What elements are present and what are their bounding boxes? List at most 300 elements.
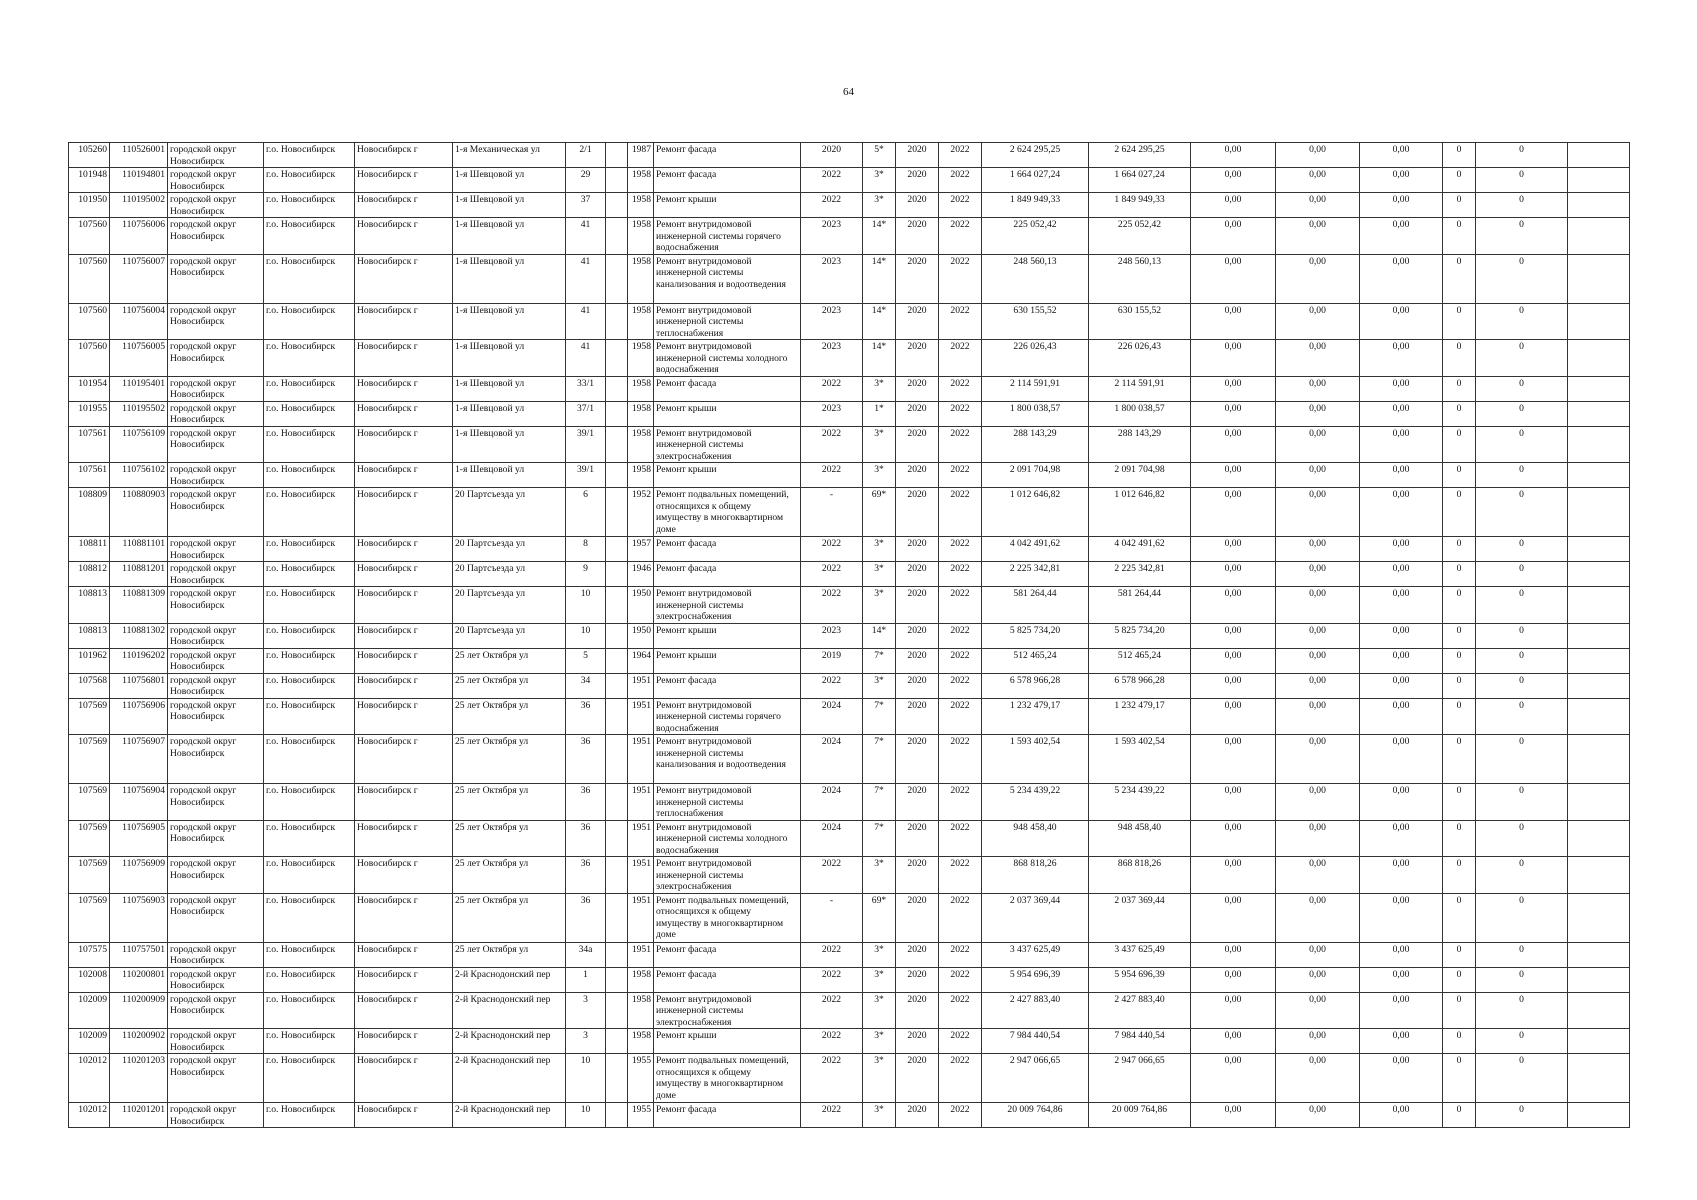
cell-year-built: 1955 — [628, 1054, 654, 1103]
cell-settlement: г.о. Новосибирск — [264, 168, 355, 193]
cell-period-end: 2022 — [939, 820, 982, 857]
cell-work-type: Ремонт внутридомовой инженерной системы электроснабжения — [654, 587, 801, 624]
cell-work-id: 110881101 — [110, 537, 168, 562]
cell-work-id: 110756004 — [110, 303, 168, 340]
cell-locality: Новосибирск г — [355, 143, 453, 168]
cell-local-budget: 0,00 — [1360, 193, 1443, 218]
cell-period-end: 2022 — [939, 376, 982, 401]
cell-other-funds: 0 — [1476, 218, 1568, 255]
cell-total-cost: 868 818,26 — [982, 857, 1089, 894]
cell-settlement: г.о. Новосибирск — [264, 992, 355, 1029]
cell-planned-year: 2022 — [801, 193, 863, 218]
cell-other-funds: 0 — [1476, 143, 1568, 168]
cell-priority: 14* — [863, 254, 896, 303]
cell-house-id: 101962 — [69, 648, 110, 673]
cell-building — [606, 967, 628, 992]
cell-work-id: 110756007 — [110, 254, 168, 303]
cell-owners-funds: 0 — [1443, 587, 1476, 624]
cell-house-id: 108813 — [69, 623, 110, 648]
cell-municipal-district: городской округ Новосибирск — [168, 942, 264, 967]
cell-house-id: 101955 — [69, 401, 110, 426]
cell-period-end: 2022 — [939, 857, 982, 894]
cell-house-number: 33/1 — [566, 376, 606, 401]
cell-work-id: 110195401 — [110, 376, 168, 401]
cell-priority: 3* — [863, 1029, 896, 1054]
cell-work-type: Ремонт крыши — [654, 623, 801, 648]
cell-regional-budget: 0,00 — [1276, 698, 1360, 735]
cell-work-id: 110756801 — [110, 673, 168, 698]
cell-regional-budget: 0,00 — [1276, 1029, 1360, 1054]
cell-work-id: 110200909 — [110, 992, 168, 1029]
table-row — [69, 623, 1630, 648]
cell-building — [606, 193, 628, 218]
cell-work-type: Ремонт внутридомовой инженерной системы холодного водоснабжения — [654, 820, 801, 857]
table-row — [69, 463, 1630, 488]
cell-house-number: 10 — [566, 1103, 606, 1128]
cell-house-number: 1 — [566, 967, 606, 992]
cell-other-funds: 0 — [1476, 340, 1568, 377]
cell-federal-funds: 0,00 — [1191, 218, 1276, 255]
cell-work-type: Ремонт фасада — [654, 537, 801, 562]
cell-house-id: 102012 — [69, 1054, 110, 1103]
table-row — [69, 537, 1630, 562]
cell-municipal-district: городской округ Новосибирск — [168, 992, 264, 1029]
cell-local-budget: 0,00 — [1360, 463, 1443, 488]
cell-municipal-district: городской округ Новосибирск — [168, 1029, 264, 1054]
cell-federal-funds: 0,00 — [1191, 168, 1276, 193]
cell-period-start: 2020 — [896, 401, 939, 426]
cell-settlement: г.о. Новосибирск — [264, 735, 355, 784]
cell-federal-funds: 0,00 — [1191, 992, 1276, 1029]
cell-building — [606, 857, 628, 894]
cell-municipal-district: городской округ Новосибирск — [168, 562, 264, 587]
cell-total-cost: 4 042 491,62 — [982, 537, 1089, 562]
cell-building — [606, 820, 628, 857]
cell-planned-year: 2023 — [801, 254, 863, 303]
cell-work-type: Ремонт крыши — [654, 1029, 801, 1054]
cell-work-type: Ремонт внутридомовой инженерной системы холодного водоснабжения — [654, 340, 801, 377]
cell-house-number: 9 — [566, 562, 606, 587]
cell-priority: 3* — [863, 992, 896, 1029]
cell-regional-budget: 0,00 — [1276, 587, 1360, 624]
cell-building — [606, 303, 628, 340]
cell-period-start: 2020 — [896, 254, 939, 303]
cell-period-start: 2020 — [896, 820, 939, 857]
cell-street: 2-й Краснодонский пер — [453, 967, 566, 992]
cell-note — [1568, 376, 1630, 401]
cell-street: 1-я Шевцовой ул — [453, 254, 566, 303]
cell-period-end: 2022 — [939, 143, 982, 168]
cell-work-type: Ремонт крыши — [654, 463, 801, 488]
cell-period-end: 2022 — [939, 401, 982, 426]
cell-local-budget: 0,00 — [1360, 784, 1443, 821]
table-row — [69, 218, 1630, 255]
cell-work-type: Ремонт подвальных помещений, относящихся к общему имуществу в многоквартирном доме — [654, 893, 801, 942]
cell-house-id: 107560 — [69, 303, 110, 340]
cell-period-end: 2022 — [939, 193, 982, 218]
cell-work-id: 110200801 — [110, 967, 168, 992]
cell-house-number: 39/1 — [566, 463, 606, 488]
cell-other-funds: 0 — [1476, 967, 1568, 992]
table-row — [69, 376, 1630, 401]
cell-planned-year: 2022 — [801, 537, 863, 562]
cell-other-funds: 0 — [1476, 463, 1568, 488]
cell-other-funds: 0 — [1476, 1103, 1568, 1128]
cell-local-budget: 0,00 — [1360, 648, 1443, 673]
cell-regional-budget: 0,00 — [1276, 893, 1360, 942]
cell-note — [1568, 893, 1630, 942]
table-row — [69, 967, 1630, 992]
cell-settlement: г.о. Новосибирск — [264, 942, 355, 967]
cell-other-funds: 0 — [1476, 784, 1568, 821]
cell-building — [606, 587, 628, 624]
cell-period-end: 2022 — [939, 648, 982, 673]
cell-locality: Новосибирск г — [355, 992, 453, 1029]
cell-work-id: 110881201 — [110, 562, 168, 587]
cell-planned-year: 2024 — [801, 784, 863, 821]
cell-regional-budget: 0,00 — [1276, 401, 1360, 426]
cell-work-type: Ремонт внутридомовой инженерной системы теплоснабжения — [654, 303, 801, 340]
cell-total-cost: 2 091 704,98 — [982, 463, 1089, 488]
cell-priority: 3* — [863, 463, 896, 488]
cell-planned-year: 2023 — [801, 623, 863, 648]
cell-locality: Новосибирск г — [355, 218, 453, 255]
cell-owners-funds: 0 — [1443, 218, 1476, 255]
table-row — [69, 587, 1630, 624]
cell-municipal-district: городской округ Новосибирск — [168, 537, 264, 562]
cell-work-id: 110200902 — [110, 1029, 168, 1054]
cell-year-built: 1987 — [628, 143, 654, 168]
cell-other-funds: 0 — [1476, 401, 1568, 426]
cell-work-type: Ремонт фасада — [654, 143, 801, 168]
cell-work-id: 110756005 — [110, 340, 168, 377]
cell-local-budget: 0,00 — [1360, 218, 1443, 255]
cell-total-cost: 2 624 295,25 — [982, 143, 1089, 168]
cell-house-number: 36 — [566, 820, 606, 857]
cell-regional-budget: 0,00 — [1276, 376, 1360, 401]
cell-street: 25 лет Октября ул — [453, 857, 566, 894]
cell-house-id: 101954 — [69, 376, 110, 401]
cell-local-budget: 0,00 — [1360, 426, 1443, 463]
cell-federal-funds: 0,00 — [1191, 143, 1276, 168]
cell-planned-year: 2022 — [801, 673, 863, 698]
cell-settlement: г.о. Новосибирск — [264, 562, 355, 587]
cell-local-budget: 0,00 — [1360, 340, 1443, 377]
cell-settlement: г.о. Новосибирск — [264, 784, 355, 821]
table-row — [69, 488, 1630, 537]
cell-settlement: г.о. Новосибирск — [264, 143, 355, 168]
cell-priority: 3* — [863, 193, 896, 218]
cell-priority: 3* — [863, 587, 896, 624]
cell-owners-funds: 0 — [1443, 340, 1476, 377]
cell-house-number: 10 — [566, 587, 606, 624]
cell-period-start: 2020 — [896, 488, 939, 537]
cell-note — [1568, 463, 1630, 488]
cell-house-id: 108809 — [69, 488, 110, 537]
cell-owners-funds: 0 — [1443, 143, 1476, 168]
cell-municipal-district: городской округ Новосибирск — [168, 967, 264, 992]
cell-period-start: 2020 — [896, 1103, 939, 1128]
table-body — [69, 143, 1630, 1128]
cell-note — [1568, 401, 1630, 426]
cell-priority: 69* — [863, 893, 896, 942]
cell-owners-funds: 0 — [1443, 820, 1476, 857]
cell-year-built: 1955 — [628, 1103, 654, 1128]
cell-period-end: 2022 — [939, 218, 982, 255]
cell-building — [606, 537, 628, 562]
cell-federal-funds: 0,00 — [1191, 488, 1276, 537]
cell-local-budget: 0,00 — [1360, 623, 1443, 648]
cell-work-type: Ремонт внутридомовой инженерной системы электроснабжения — [654, 426, 801, 463]
cell-house-number: 6 — [566, 488, 606, 537]
cell-period-end: 2022 — [939, 893, 982, 942]
cell-street: 2-й Краснодонский пер — [453, 1054, 566, 1103]
cell-other-funds: 0 — [1476, 254, 1568, 303]
cell-building — [606, 340, 628, 377]
table-row — [69, 562, 1630, 587]
cell-federal-funds: 0,00 — [1191, 426, 1276, 463]
cell-street: 1-я Шевцовой ул — [453, 463, 566, 488]
cell-building — [606, 218, 628, 255]
cell-building — [606, 401, 628, 426]
cell-note — [1568, 303, 1630, 340]
cell-federal-funds: 0,00 — [1191, 587, 1276, 624]
cell-federal-funds: 0,00 — [1191, 967, 1276, 992]
cell-planned-year: - — [801, 893, 863, 942]
cell-work-id: 110195002 — [110, 193, 168, 218]
cell-regional-fund: 225 052,42 — [1089, 218, 1191, 255]
cell-priority: 14* — [863, 303, 896, 340]
cell-total-cost: 1 593 402,54 — [982, 735, 1089, 784]
table-row — [69, 648, 1630, 673]
cell-regional-budget: 0,00 — [1276, 143, 1360, 168]
cell-work-id: 110195502 — [110, 401, 168, 426]
cell-house-number: 39/1 — [566, 426, 606, 463]
cell-note — [1568, 537, 1630, 562]
cell-house-id: 107560 — [69, 218, 110, 255]
cell-regional-fund: 20 009 764,86 — [1089, 1103, 1191, 1128]
cell-municipal-district: городской округ Новосибирск — [168, 303, 264, 340]
cell-locality: Новосибирск г — [355, 401, 453, 426]
cell-period-start: 2020 — [896, 426, 939, 463]
cell-house-number: 3 — [566, 992, 606, 1029]
cell-local-budget: 0,00 — [1360, 673, 1443, 698]
cell-regional-fund: 1 012 646,82 — [1089, 488, 1191, 537]
cell-regional-budget: 0,00 — [1276, 426, 1360, 463]
cell-note — [1568, 1029, 1630, 1054]
cell-regional-fund: 2 114 591,91 — [1089, 376, 1191, 401]
cell-regional-fund: 5 954 696,39 — [1089, 967, 1191, 992]
cell-regional-fund: 2 037 369,44 — [1089, 893, 1191, 942]
cell-work-id: 110757501 — [110, 942, 168, 967]
cell-house-id: 107575 — [69, 942, 110, 967]
cell-owners-funds: 0 — [1443, 1103, 1476, 1128]
cell-locality: Новосибирск г — [355, 376, 453, 401]
cell-total-cost: 5 954 696,39 — [982, 967, 1089, 992]
cell-priority: 3* — [863, 426, 896, 463]
cell-year-built: 1958 — [628, 1029, 654, 1054]
table-row — [69, 254, 1630, 303]
cell-work-type: Ремонт внутридомовой инженерной системы электроснабжения — [654, 857, 801, 894]
table-row — [69, 401, 1630, 426]
cell-street: 25 лет Октября ул — [453, 698, 566, 735]
cell-other-funds: 0 — [1476, 537, 1568, 562]
cell-owners-funds: 0 — [1443, 376, 1476, 401]
cell-house-id: 107560 — [69, 254, 110, 303]
cell-municipal-district: городской округ Новосибирск — [168, 820, 264, 857]
cell-work-id: 110756906 — [110, 698, 168, 735]
cell-year-built: 1951 — [628, 673, 654, 698]
cell-building — [606, 562, 628, 587]
cell-note — [1568, 587, 1630, 624]
cell-settlement: г.о. Новосибирск — [264, 1029, 355, 1054]
cell-local-budget: 0,00 — [1360, 143, 1443, 168]
table-row — [69, 942, 1630, 967]
cell-year-built: 1958 — [628, 426, 654, 463]
cell-period-start: 2020 — [896, 992, 939, 1029]
cell-year-built: 1958 — [628, 376, 654, 401]
cell-regional-budget: 0,00 — [1276, 303, 1360, 340]
cell-period-start: 2020 — [896, 648, 939, 673]
cell-planned-year: 2022 — [801, 1103, 863, 1128]
cell-planned-year: 2024 — [801, 735, 863, 784]
cell-planned-year: 2023 — [801, 340, 863, 377]
cell-house-number: 8 — [566, 537, 606, 562]
cell-note — [1568, 340, 1630, 377]
cell-regional-budget: 0,00 — [1276, 562, 1360, 587]
cell-period-start: 2020 — [896, 857, 939, 894]
cell-locality: Новосибирск г — [355, 673, 453, 698]
cell-building — [606, 673, 628, 698]
cell-regional-fund: 226 026,43 — [1089, 340, 1191, 377]
cell-municipal-district: городской округ Новосибирск — [168, 376, 264, 401]
cell-total-cost: 20 009 764,86 — [982, 1103, 1089, 1128]
cell-federal-funds: 0,00 — [1191, 1029, 1276, 1054]
cell-locality: Новосибирск г — [355, 193, 453, 218]
cell-period-start: 2020 — [896, 463, 939, 488]
cell-regional-budget: 0,00 — [1276, 1103, 1360, 1128]
cell-municipal-district: городской округ Новосибирск — [168, 673, 264, 698]
cell-house-id: 107561 — [69, 463, 110, 488]
table-row — [69, 340, 1630, 377]
cell-other-funds: 0 — [1476, 1054, 1568, 1103]
cell-local-budget: 0,00 — [1360, 376, 1443, 401]
cell-note — [1568, 673, 1630, 698]
table-row — [69, 303, 1630, 340]
cell-year-built: 1951 — [628, 893, 654, 942]
cell-note — [1568, 1054, 1630, 1103]
cell-local-budget: 0,00 — [1360, 967, 1443, 992]
cell-period-start: 2020 — [896, 193, 939, 218]
cell-house-number: 36 — [566, 857, 606, 894]
cell-year-built: 1951 — [628, 857, 654, 894]
cell-house-id: 101948 — [69, 168, 110, 193]
cell-municipal-district: городской округ Новосибирск — [168, 401, 264, 426]
cell-regional-budget: 0,00 — [1276, 967, 1360, 992]
cell-house-number: 10 — [566, 623, 606, 648]
cell-period-end: 2022 — [939, 562, 982, 587]
cell-local-budget: 0,00 — [1360, 820, 1443, 857]
cell-locality: Новосибирск г — [355, 426, 453, 463]
cell-owners-funds: 0 — [1443, 401, 1476, 426]
cell-planned-year: 2022 — [801, 168, 863, 193]
cell-regional-budget: 0,00 — [1276, 488, 1360, 537]
cell-municipal-district: городской округ Новосибирск — [168, 623, 264, 648]
cell-year-built: 1958 — [628, 193, 654, 218]
cell-regional-fund: 2 427 883,40 — [1089, 992, 1191, 1029]
cell-house-id: 108813 — [69, 587, 110, 624]
cell-regional-fund: 1 800 038,57 — [1089, 401, 1191, 426]
cell-note — [1568, 193, 1630, 218]
cell-period-start: 2020 — [896, 1054, 939, 1103]
table-row — [69, 857, 1630, 894]
cell-work-id: 110756006 — [110, 218, 168, 255]
cell-local-budget: 0,00 — [1360, 1029, 1443, 1054]
cell-street: 25 лет Октября ул — [453, 893, 566, 942]
cell-locality: Новосибирск г — [355, 893, 453, 942]
cell-work-type: Ремонт подвальных помещений, относящихся к общему имуществу в многоквартирном доме — [654, 1054, 801, 1103]
cell-year-built: 1952 — [628, 488, 654, 537]
cell-house-number: 36 — [566, 735, 606, 784]
cell-settlement: г.о. Новосибирск — [264, 463, 355, 488]
cell-house-number: 41 — [566, 340, 606, 377]
cell-federal-funds: 0,00 — [1191, 562, 1276, 587]
cell-period-end: 2022 — [939, 303, 982, 340]
cell-planned-year: 2022 — [801, 1054, 863, 1103]
cell-building — [606, 143, 628, 168]
cell-work-id: 110881309 — [110, 587, 168, 624]
cell-total-cost: 512 465,24 — [982, 648, 1089, 673]
cell-street: 1-я Шевцовой ул — [453, 193, 566, 218]
cell-settlement: г.о. Новосибирск — [264, 340, 355, 377]
cell-other-funds: 0 — [1476, 587, 1568, 624]
cell-work-type: Ремонт фасада — [654, 376, 801, 401]
cell-total-cost: 2 225 342,81 — [982, 562, 1089, 587]
cell-priority: 3* — [863, 562, 896, 587]
cell-local-budget: 0,00 — [1360, 698, 1443, 735]
cell-regional-fund: 1 593 402,54 — [1089, 735, 1191, 784]
cell-priority: 14* — [863, 623, 896, 648]
cell-regional-budget: 0,00 — [1276, 942, 1360, 967]
cell-street: 25 лет Октября ул — [453, 648, 566, 673]
cell-building — [606, 254, 628, 303]
cell-work-id: 110756909 — [110, 857, 168, 894]
cell-owners-funds: 0 — [1443, 537, 1476, 562]
cell-municipal-district: городской округ Новосибирск — [168, 1054, 264, 1103]
cell-priority: 7* — [863, 735, 896, 784]
cell-regional-fund: 4 042 491,62 — [1089, 537, 1191, 562]
cell-year-built: 1951 — [628, 820, 654, 857]
cell-regional-budget: 0,00 — [1276, 623, 1360, 648]
cell-federal-funds: 0,00 — [1191, 673, 1276, 698]
cell-street: 2-й Краснодонский пер — [453, 1029, 566, 1054]
cell-locality: Новосибирск г — [355, 1029, 453, 1054]
cell-note — [1568, 623, 1630, 648]
cell-year-built: 1946 — [628, 562, 654, 587]
cell-locality: Новосибирск г — [355, 820, 453, 857]
cell-work-type: Ремонт подвальных помещений, относящихся к общему имуществу в многоквартирном доме — [654, 488, 801, 537]
cell-building — [606, 1103, 628, 1128]
cell-year-built: 1958 — [628, 168, 654, 193]
cell-total-cost: 288 143,29 — [982, 426, 1089, 463]
cell-regional-fund: 7 984 440,54 — [1089, 1029, 1191, 1054]
cell-period-start: 2020 — [896, 376, 939, 401]
cell-work-type: Ремонт внутридомовой инженерной системы канализования и водоотведения — [654, 254, 801, 303]
cell-local-budget: 0,00 — [1360, 401, 1443, 426]
table-row — [69, 1103, 1630, 1128]
cell-settlement: г.о. Новосибирск — [264, 1054, 355, 1103]
cell-regional-budget: 0,00 — [1276, 1054, 1360, 1103]
